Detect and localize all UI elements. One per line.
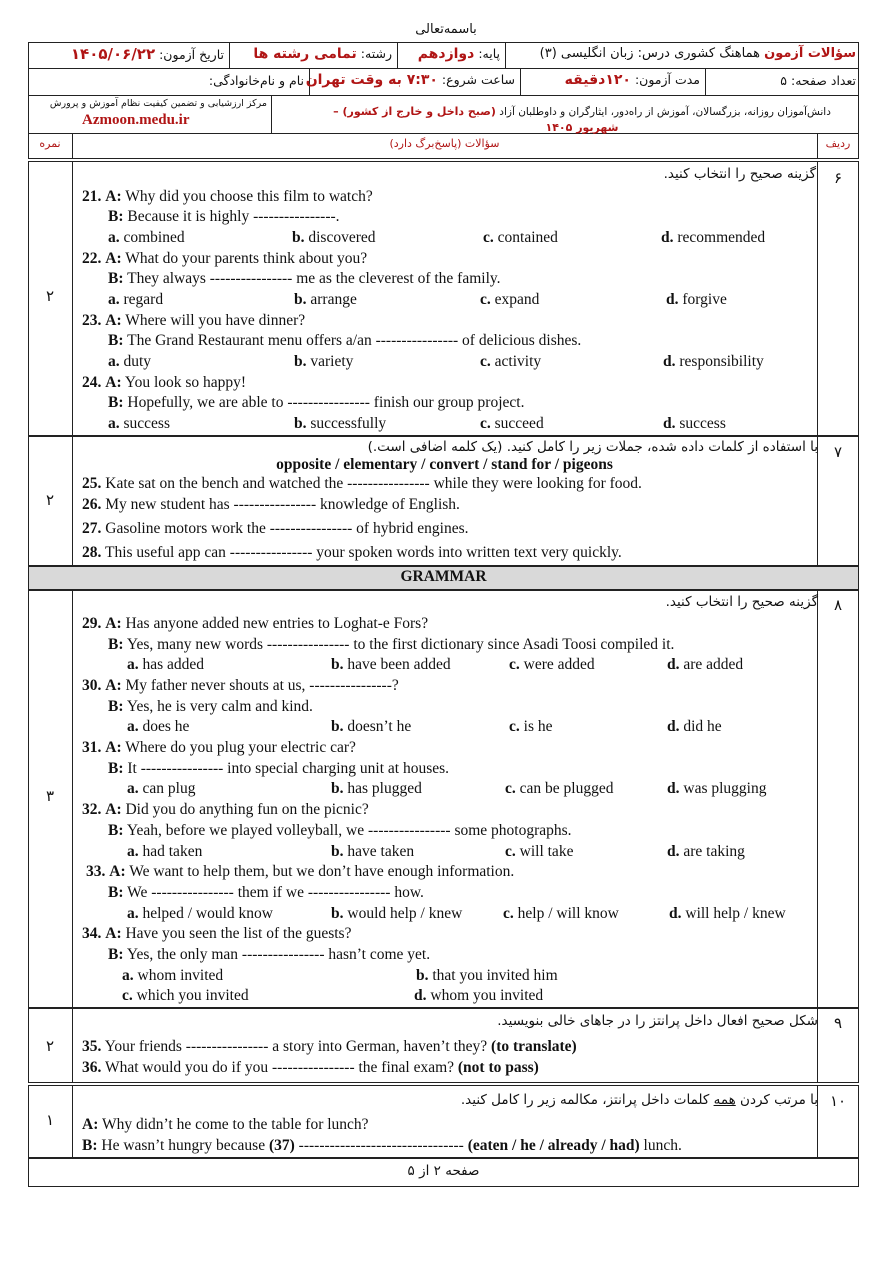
question-a: 24. A: You look so happy! — [82, 374, 247, 391]
option-c[interactable]: c. were added — [509, 656, 595, 673]
question-a: 30. A: My father never shouts at us, ----------------? — [82, 677, 399, 694]
exam-date: تاریخ آزمون: ۱۴۰۵/۰۶/۲۲ — [70, 45, 224, 63]
page-top-title: باسمه‌تعالی — [415, 22, 477, 37]
dialogue-a: A: Why didn’t he come to the table for lunch? — [82, 1116, 369, 1133]
row-number: ۸ — [833, 596, 843, 614]
question-b: B: They always ---------------- me as the cleverest of the family. — [108, 270, 501, 287]
exam-duration: مدت آزمون: ۱۲۰دقیقه — [564, 72, 700, 88]
option-a[interactable]: a. had taken — [127, 843, 203, 860]
question-b: B: Yes, the only man ---------------- hasn’t come yet. — [108, 946, 431, 963]
question-b: B: Yeah, before we played volleyball, we ---------------- some photographs. — [108, 822, 572, 839]
fill-item: 28. This useful app can ---------------- your spoken words into written text very quickly. — [82, 544, 622, 561]
question-b: B: It ---------------- into special charging unit at houses. — [108, 760, 450, 777]
option-b[interactable]: b. discovered — [292, 229, 376, 246]
score-value: ۲ — [45, 1037, 55, 1055]
grammar-title: GRAMMAR — [400, 568, 487, 585]
option-d[interactable]: d. was plugging — [667, 780, 767, 797]
option-b[interactable]: b. doesn’t he — [331, 718, 412, 735]
option-a[interactable]: a. whom invited — [122, 967, 224, 984]
col-score-label: نمره — [39, 137, 61, 150]
option-b[interactable]: b. would help / knew — [331, 905, 463, 922]
option-b[interactable]: b. have taken — [331, 843, 415, 860]
option-d[interactable]: d. whom you invited — [414, 987, 544, 1004]
student-name-label: نام و نام‌خانوادگی: — [208, 73, 304, 88]
row-number: ۹ — [833, 1014, 843, 1032]
option-a[interactable]: a. has added — [127, 656, 205, 673]
option-c[interactable]: c. is he — [509, 718, 553, 735]
row-number: ۷ — [833, 443, 843, 461]
fill-item: 26. My new student has ---------------- knowledge of English. — [82, 496, 460, 513]
score-value: ۲ — [45, 491, 55, 509]
option-a[interactable]: a. combined — [108, 229, 185, 246]
option-d[interactable]: d. recommended — [661, 229, 766, 246]
question-a: 23. A: Where will you have dinner? — [82, 312, 306, 329]
exam-title: سؤالات آزمون هماهنگ کشوری درس: زبان انگلیسی (۳) — [539, 46, 856, 61]
conjugate-item: 35. Your friends ---------------- a story into German, haven’t they? (to translate) — [82, 1038, 577, 1055]
question-b: B: Because it is highly ----------------. — [108, 208, 340, 225]
option-c[interactable]: c. succeed — [480, 415, 544, 432]
center-name: مرکز ارزشیابی و تضمین کیفیت نظام آموزش و پرورش — [49, 98, 267, 109]
score-value: ۱ — [45, 1111, 55, 1129]
option-d[interactable]: d. success — [663, 415, 726, 432]
option-d[interactable]: d. will help / knew — [669, 905, 786, 922]
option-b[interactable]: b. have been added — [331, 656, 451, 673]
instruction: با استفاده از کلمات داده شده، جملات زیر را کامل کنید. (یک کلمه اضافی است.) — [367, 439, 818, 455]
option-d[interactable]: d. responsibility — [663, 353, 764, 370]
option-d[interactable]: d. did he — [667, 718, 722, 735]
option-d[interactable]: d. forgive — [666, 291, 727, 308]
instruction: گزینه صحیح را انتخاب کنید. — [665, 594, 818, 610]
conjugate-item: 36. What would you do if you ---------------- the final exam? (not to pass) — [82, 1059, 539, 1076]
fill-item: 27. Gasoline motors work the ---------------- of hybrid engines. — [82, 520, 469, 537]
score-value: ۲ — [45, 287, 55, 305]
instruction: شکل صحیح افعال داخل پرانتز را در جاهای خالی بنویسید. — [497, 1013, 818, 1029]
question-b: B: Yes, many new words ---------------- to the first dictionary since Asadi Toosi compiled it. — [108, 636, 675, 653]
fill-item: 25. Kate sat on the bench and watched the ---------------- while they were looking for food. — [82, 475, 642, 492]
question-a: 22. A: What do your parents think about you? — [82, 250, 368, 267]
option-b[interactable]: b. arrange — [294, 291, 357, 308]
grade-info: پایه: دوازدهم — [417, 46, 500, 62]
word-bank: opposite / elementary / convert / stand for / pigeons — [276, 456, 613, 473]
audience-info: دانش‌آموزان روزانه، بزرگسالان، آموزش از راه‌دور، ایثارگران و داوطلبان آزاد (صبح داخل و خارج از کشور) – شهریور ۱۴۰۵ — [333, 105, 831, 134]
option-c[interactable]: c. expand — [480, 291, 540, 308]
question-a: 21. A: Why did you choose this film to watch? — [82, 188, 373, 205]
option-d[interactable]: d. are taking — [667, 843, 745, 860]
option-c[interactable]: c. contained — [483, 229, 558, 246]
page-number: صفحه ۲ از ۵ — [407, 1163, 480, 1179]
option-c[interactable]: c. help / will know — [503, 905, 619, 922]
option-a[interactable]: a. duty — [108, 353, 152, 370]
page-count: تعداد صفحه: ۵ — [780, 73, 856, 88]
question-a: 31. A: Where do you plug your electric car? — [82, 739, 356, 756]
question-b: B: The Grand Restaurant menu offers a/an ---------------- of delicious dishes. — [108, 332, 582, 349]
website-link[interactable]: Azmoon.medu.ir — [82, 112, 190, 128]
field-info: رشته: تمامی رشته ها — [253, 46, 392, 62]
option-d[interactable]: d. are added — [667, 656, 744, 673]
question-b: B: Hopefully, we are able to ---------------- finish our group project. — [108, 394, 525, 411]
option-a[interactable]: a. does he — [127, 718, 190, 735]
option-a[interactable]: a. can plug — [127, 780, 196, 797]
question-b: B: We ---------------- them if we ---------------- how. — [108, 884, 424, 901]
option-c[interactable]: c. activity — [480, 353, 542, 370]
option-c[interactable]: c. which you invited — [122, 987, 249, 1004]
option-a[interactable]: a. success — [108, 415, 170, 432]
row-number: ۱۰ — [829, 1092, 847, 1110]
option-b[interactable]: b. has plugged — [331, 780, 422, 797]
option-a[interactable]: a. regard — [108, 291, 164, 308]
row-number: ۶ — [833, 169, 843, 187]
question-a: 29. A: Has anyone added new entries to Loghat-e Fors? — [82, 615, 429, 632]
score-value: ۳ — [45, 787, 55, 805]
question-a: 33. A: We want to help them, but we don’t have enough information. — [86, 863, 515, 880]
option-b[interactable]: b. that you invited him — [416, 967, 558, 984]
col-row-label: ردیف — [825, 137, 851, 150]
dialogue-b: B: He wasn’t hungry because (37) -------------------------------- (eaten / he / already / had) lunch. — [82, 1137, 682, 1154]
instruction: گزینه صحیح را انتخاب کنید. — [663, 166, 816, 182]
option-b[interactable]: b. variety — [294, 353, 354, 370]
option-c[interactable]: c. will take — [505, 843, 574, 860]
col-questions-label: سؤالات (پاسخ‌برگ دارد) — [389, 137, 500, 150]
option-a[interactable]: a. helped / would know — [127, 905, 273, 922]
question-a: 34. A: Have you seen the list of the guests? — [82, 925, 352, 942]
option-c[interactable]: c. can be plugged — [505, 780, 614, 797]
instruction: با مرتب کردن همه کلمات داخل پرانتز، مکالمه زیر را کامل کنید. — [460, 1092, 818, 1108]
question-a: 32. A: Did you do anything fun on the picnic? — [82, 801, 369, 818]
option-b[interactable]: b. successfully — [294, 415, 387, 432]
start-time: ساعت شروع: ۷:۳۰ به وقت تهران — [305, 72, 515, 88]
question-b: B: Yes, he is very calm and kind. — [108, 698, 313, 715]
